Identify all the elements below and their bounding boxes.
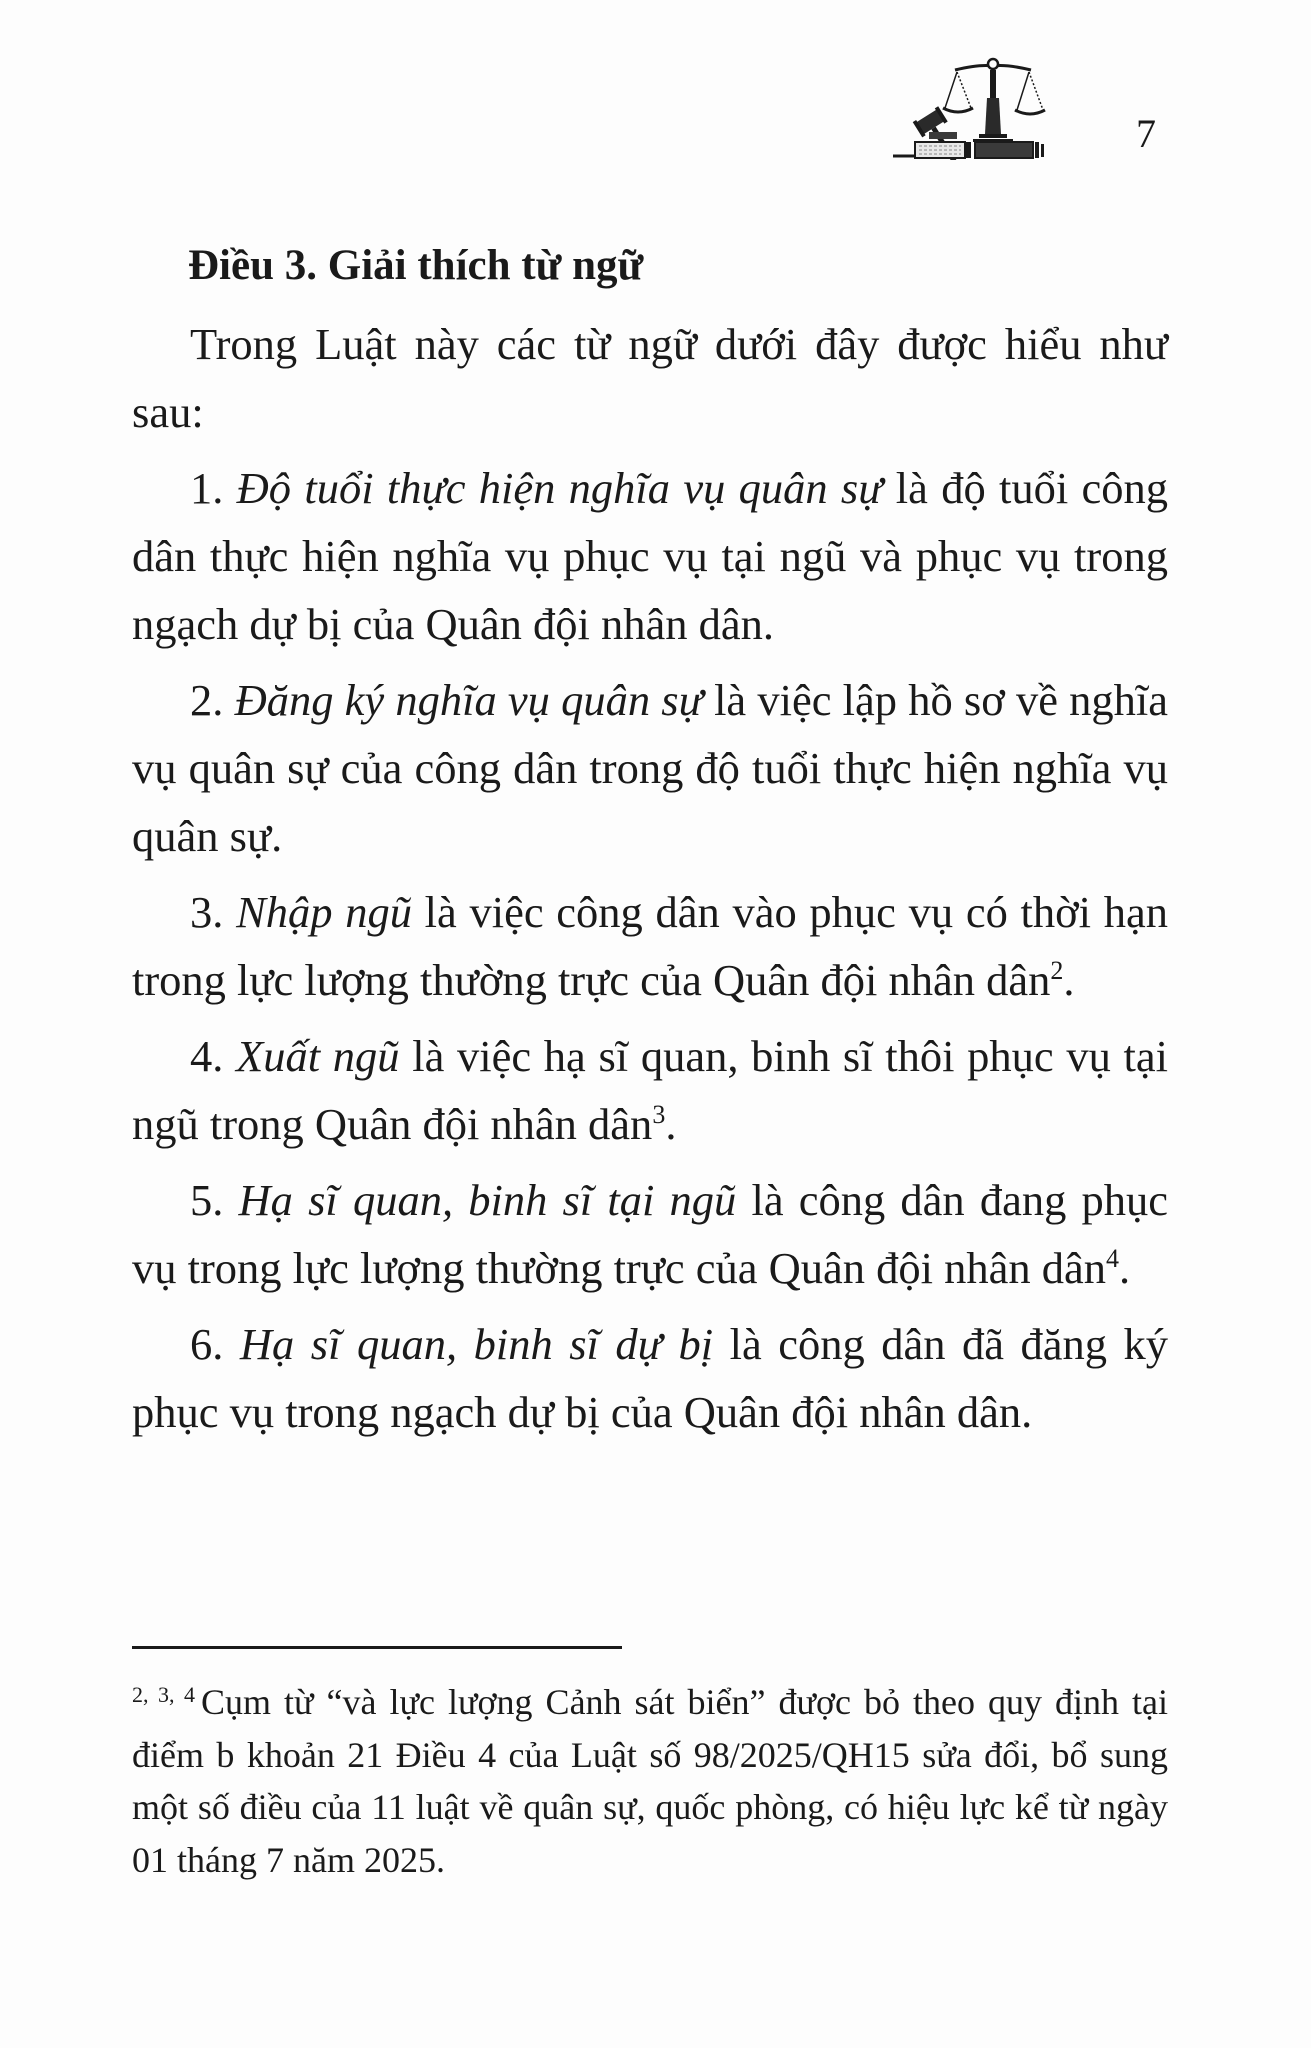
defined-term: Xuất ngũ xyxy=(236,1031,400,1081)
item-end: . xyxy=(1119,1243,1131,1293)
article-title: Điều 3. Giải thích từ ngữ xyxy=(188,242,644,289)
item-number: 2. xyxy=(190,675,224,725)
definition-item-5 xyxy=(132,1166,1168,1302)
article-body xyxy=(132,236,1168,1454)
item-definition: là công dân đã đăng ký phục vụ trong ngạch dự bị của Quân đội nhân dân. xyxy=(132,1319,1169,1437)
item-definition: là việc công dân vào phục vụ có thời hạn trong lực lượng thường trực của Quân đội nhân dân xyxy=(132,887,1168,1005)
item-definition: là độ tuổi công dân thực hiện nghĩa vụ phục vụ tại ngũ và phục vụ trong ngạch dự bị của Quân đội nhân dân. xyxy=(132,463,1169,649)
footnote-text: Cụm từ “và lực lượng Cảnh sát biển” được bỏ theo quy định tại điểm b khoản 21 Điều 4 của Luật số 98/2025/QH15 sửa đổi, bổ sung một số điều của 11 luật về quân sự, quốc phòng, có hiệu lực kể từ ngày 01 tháng 7 năm 2025. xyxy=(132,1682,1169,1880)
footnote-reference[interactable]: 3 xyxy=(652,1100,666,1129)
item-number: 4. xyxy=(190,1031,224,1081)
defined-term: Nhập ngũ xyxy=(236,887,412,937)
item-definition: là việc hạ sĩ quan, binh sĩ thôi phục vụ tại ngũ trong Quân đội nhân dân xyxy=(132,1031,1169,1149)
defined-term: Hạ sĩ quan, binh sĩ tại ngũ xyxy=(238,1175,737,1225)
footnote-divider xyxy=(132,1646,622,1649)
item-end: . xyxy=(665,1099,677,1149)
item-number: 5. xyxy=(190,1175,224,1225)
definition-item-3 xyxy=(132,878,1168,1014)
defined-term: Đăng ký nghĩa vụ quân sự xyxy=(234,675,703,725)
item-number: 1. xyxy=(190,463,224,513)
item-definition: là việc lập hồ sơ về nghĩa vụ quân sự của công dân trong độ tuổi thực hiện nghĩa vụ quân sự. xyxy=(132,675,1169,861)
article-intro: Trong Luật này các từ ngữ dưới đây được hiểu như sau: xyxy=(132,319,1168,437)
scales-of-justice-gavel-book-icon xyxy=(885,50,1067,160)
item-number: 3. xyxy=(190,887,224,937)
item-definition: là công dân đang phục vụ trong lực lượng thường trực của Quân đội nhân dân xyxy=(132,1175,1168,1293)
defined-term: Độ tuổi thực hiện nghĩa vụ quân sự xyxy=(236,463,883,513)
footnote-marks: 2, 3, 4 xyxy=(132,1682,196,1707)
item-end: . xyxy=(1063,955,1075,1005)
definition-item-2 xyxy=(132,666,1168,870)
defined-term: Hạ sĩ quan, binh sĩ dự bị xyxy=(239,1319,714,1369)
definition-item-4 xyxy=(132,1022,1168,1158)
footnote-reference[interactable]: 4 xyxy=(1106,1244,1120,1273)
footnote-block xyxy=(132,1676,1168,1886)
footnote-reference[interactable]: 2 xyxy=(1050,956,1064,985)
definition-item-1 xyxy=(132,454,1168,658)
page-number: 7 xyxy=(1136,111,1156,156)
item-number: 6. xyxy=(190,1319,224,1369)
definition-item-6 xyxy=(132,1310,1168,1446)
